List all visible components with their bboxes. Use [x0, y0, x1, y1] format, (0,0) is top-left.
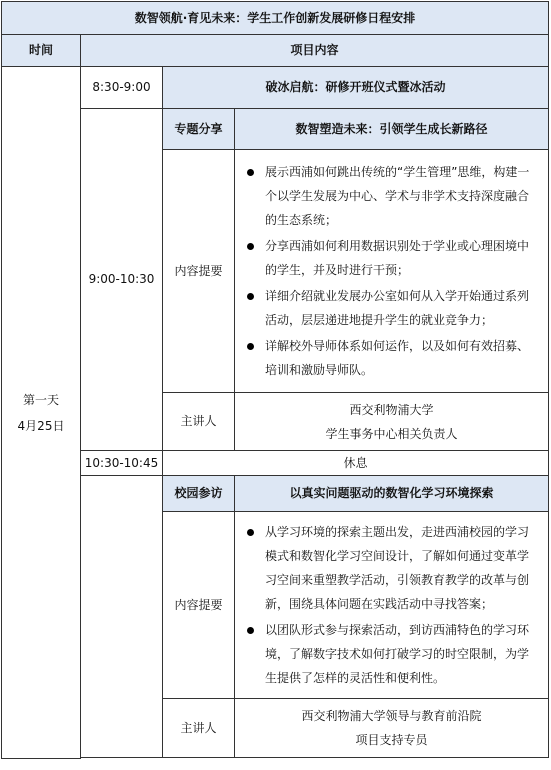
session3-time-cell — [81, 476, 163, 758]
session3-category: 校园参访 — [163, 476, 235, 512]
break-label: 休息 — [163, 451, 549, 476]
day-date: 4月25日 — [17, 418, 65, 433]
list-item: 从学习环境的探索主题出发，走进西浦校园的学习模式和数智化学习空间设计，了解如何通过变革学习空间来重塑教学活动，引领教育教学的改革与创新，围绕具体问题在实践活动中寻找答案； — [243, 520, 538, 616]
time-column-header: 时间 — [2, 35, 81, 67]
schedule-title: 数智领航·育见未来：学生工作创新发展研修日程安排 — [2, 2, 549, 35]
content-column-header: 项目内容 — [81, 35, 549, 67]
session3-title: 以真实问题驱动的数智化学习环境探索 — [235, 476, 549, 512]
list-item: 分享西浦如何利用数据识别处于学业或心理困境中的学生，并及时进行干预； — [243, 234, 538, 282]
session3-content-label: 内容提要 — [163, 512, 235, 699]
session2-speaker — [235, 393, 549, 451]
session1-time: 8:30-9:00 — [81, 67, 163, 109]
speaker-line: 项目支持专员 — [355, 733, 428, 747]
session3-speaker — [235, 699, 549, 758]
session2-content-label: 内容提要 — [163, 150, 235, 393]
list-item: 详细介绍就业发展办公室如何从入学开始通过系列活动，层层递进地提升学生的就业竞争力； — [243, 284, 538, 332]
list-item: 详解校外导师体系如何运作，以及如何有效招募、培训和激励导师队。 — [243, 334, 538, 382]
session2-content — [235, 150, 549, 393]
list-item: 以团队形式参与探索活动，到访西浦特色的学习环境，了解数字技术如何打破学习的时空限制，为学生提供了怎样的灵活性和便利性。 — [243, 618, 538, 690]
session2-title: 数智塑造未来：引领学生成长新路径 — [235, 109, 549, 150]
session2-time: 9:00-10:30 — [81, 109, 163, 451]
session2-points — [235, 160, 548, 382]
break-time: 10:30-10:45 — [81, 451, 163, 476]
session3-speaker-label: 主讲人 — [163, 699, 235, 758]
speaker-line: 西交利物浦大学领导与教育前沿院 — [301, 709, 482, 723]
session3-content — [235, 512, 549, 699]
session2-speaker-label: 主讲人 — [163, 393, 235, 451]
day-label: 第一天 — [22, 392, 59, 407]
day-cell — [2, 67, 81, 759]
session1-title: 破冰启航：研修开班仪式暨冰活动 — [163, 67, 549, 109]
session2-category: 专题分享 — [163, 109, 235, 150]
list-item: 展示西浦如何跳出传统的“学生管理”思维，构建一个以学生发展为中心、学术与非学术支持深度融合的生态系统； — [243, 160, 538, 232]
speaker-line: 西交利物浦大学 — [349, 402, 434, 417]
session3-points — [235, 520, 548, 690]
speaker-line: 学生事务中心相关负责人 — [325, 426, 458, 441]
schedule-table — [1, 1, 549, 759]
